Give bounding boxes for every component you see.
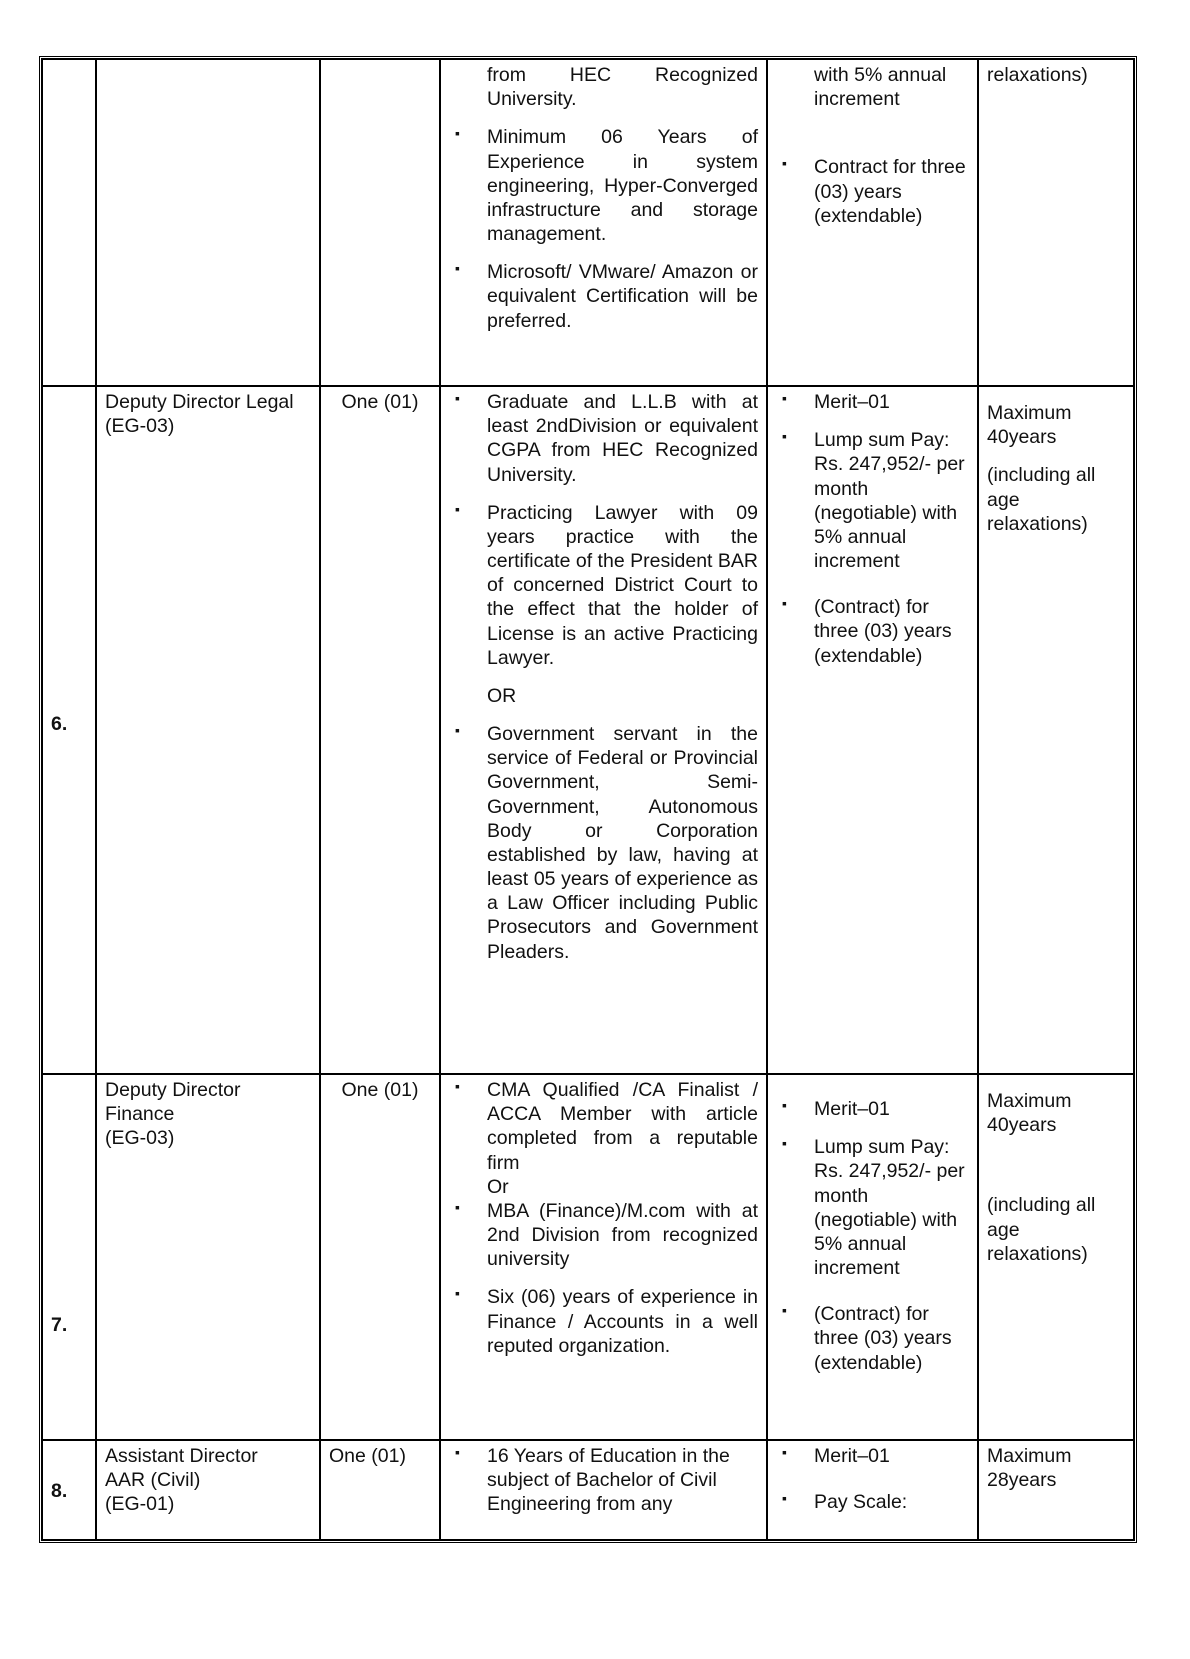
count-cell: One (01) <box>320 1074 440 1440</box>
post-line: AAR (Civil) <box>105 1469 201 1492</box>
table-row <box>42 59 1134 386</box>
qualification-item: ▪ MBA (Finance)/M.com with at 2nd Division from recognized university <box>449 1199 758 1272</box>
qualification-cell <box>440 386 767 1074</box>
post-cell <box>96 1074 320 1440</box>
pay-item: ▪ Merit–01 <box>776 1097 969 1121</box>
pay-text: with 5% annual increment <box>814 64 947 111</box>
pay-cell <box>767 1074 978 1440</box>
table-row <box>42 386 1134 1074</box>
qualification-item: ▪ 16 Years of Education in the subject of Bachelor of Civil Engineering from any <box>449 1444 758 1517</box>
qualification-or: Or <box>487 1175 509 1198</box>
post-cell: Deputy Director Legal (EG-03) <box>96 386 320 1074</box>
age-limit: Maximum 40years <box>987 1090 1072 1137</box>
qualification-text: CMA Qualified /CA Finalist / ACCA Member with article completed from a reputable firm <box>487 1079 758 1174</box>
qualification-item <box>449 1078 758 1199</box>
post-line: (EG-03) <box>105 1127 175 1150</box>
qualification-text: from HEC Recognized University. <box>487 64 758 111</box>
pay-cell <box>767 386 978 1074</box>
table-row <box>42 1440 1134 1540</box>
pay-cell <box>767 59 978 386</box>
qualification-item: ▪ Microsoft/ VMware/ Amazon or equivalent Certification will be preferred. <box>449 260 758 333</box>
pay-item: ▪ Merit–01 <box>776 1444 969 1468</box>
qualification-cell <box>440 1074 767 1440</box>
count-cell: One (01) <box>320 386 440 1074</box>
pay-item: ▪ Lump sum Pay: Rs. 247,952/- per month (negotiable) with 5% annual increment <box>776 428 969 573</box>
count-cell: One (01) <box>320 1440 440 1540</box>
pay-item: ▪ Lump sum Pay: Rs. 247,952/- per month (negotiable) with 5% annual increment <box>776 1135 969 1280</box>
post-line: Finance <box>105 1103 175 1126</box>
post-line: Assistant Director <box>105 1445 258 1467</box>
sno-cell: 7. <box>42 1074 96 1440</box>
count-cell <box>320 59 440 386</box>
age-cell <box>978 59 1134 386</box>
age-limit: Maximum 40years <box>987 402 1072 449</box>
age-cell: Maximum 28years <box>978 1440 1134 1540</box>
age-note: (including all age relaxations) <box>987 1194 1096 1265</box>
pay-item: ▪ (Contract) for three (03) years (extendable) <box>776 595 969 668</box>
pay-item: ▪ Merit–01 <box>776 390 969 414</box>
qualification-cell <box>440 59 767 386</box>
age-cell <box>978 386 1134 1074</box>
sno-cell: 6. <box>42 386 96 1074</box>
qualification-item: ▪ Six (06) years of experience in Finance / Accounts in a well reputed organization. <box>449 1285 758 1358</box>
age-cell <box>978 1074 1134 1440</box>
recruitment-table <box>39 56 1137 1543</box>
qualification-cell <box>440 1440 767 1540</box>
post-line: (EG-01) <box>105 1493 175 1516</box>
age-note: (including all age relaxations) <box>987 464 1096 535</box>
pay-item: ▪ Pay Scale: <box>776 1490 969 1514</box>
post-line: Deputy Director <box>105 1079 241 1101</box>
sno-cell <box>42 59 96 386</box>
qualification-item: ▪ Graduate and L.L.B with at least 2ndDivision or equivalent CGPA from HEC Recognized University. <box>449 390 758 487</box>
sno-cell: 8. <box>42 1440 96 1540</box>
qualification-item: ▪ Minimum 06 Years of Experience in system engineering, Hyper-Converged infrastructure and storage management. <box>449 125 758 246</box>
pay-cell <box>767 1440 978 1540</box>
post-cell <box>96 59 320 386</box>
qualification-or: OR <box>487 684 517 707</box>
qualification-item: ▪ Government servant in the service of Federal or Provincial Government, Semi-Government, Autonomous Body or Corporation established by law, having at least 05 years of experience as a Law Officer including Public Prosecutors and Government Pleaders. <box>449 722 758 964</box>
pay-item: ▪ (Contract) for three (03) years (extendable) <box>776 1302 969 1375</box>
post-cell <box>96 1440 320 1540</box>
qualification-item: ▪ Practicing Lawyer with 09 years practice with the certificate of the President BAR of concerned District Court to the effect that the holder of License is an active Practicing Lawyer. <box>449 501 758 670</box>
table-row <box>42 1074 1134 1440</box>
age-text: relaxations) <box>987 64 1088 86</box>
pay-item: ▪ Contract for three (03) years (extendable) <box>776 155 969 228</box>
